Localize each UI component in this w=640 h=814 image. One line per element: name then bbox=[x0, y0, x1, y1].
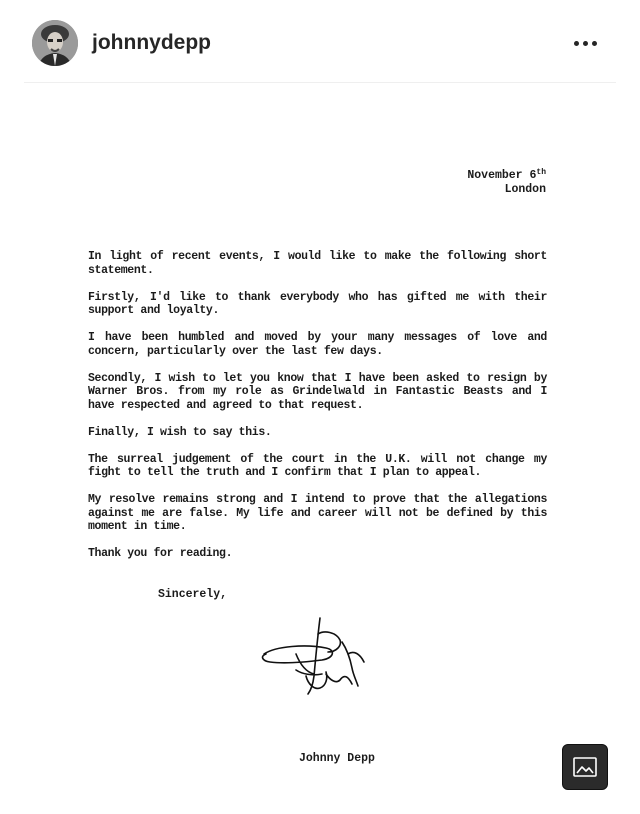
letter-paragraph: Finally, I wish to say this. bbox=[88, 425, 272, 439]
letter-paragraph: In light of recent events, I would like to make the following short statement. bbox=[88, 250, 547, 277]
letter-paragraph: I have been humbled and moved by your many messages of love and concern, particularly over the last few days. bbox=[88, 331, 547, 358]
letter-paragraph: My resolve remains strong and I intend to prove that the allegations against me are false. My life and career will not be defined by this moment in time. bbox=[88, 493, 547, 533]
signature bbox=[256, 614, 380, 700]
letter-date-block bbox=[467, 169, 546, 197]
avatar[interactable] bbox=[32, 20, 78, 66]
signer-name: Johnny Depp bbox=[299, 752, 375, 765]
letter-body bbox=[88, 250, 547, 574]
username-link[interactable]: johnnydepp bbox=[92, 31, 211, 54]
image-icon bbox=[571, 753, 599, 781]
more-horizontal-icon bbox=[574, 41, 579, 46]
post-image-letter bbox=[0, 84, 640, 814]
more-options-button[interactable] bbox=[568, 30, 602, 56]
letter-closing: Sincerely, bbox=[158, 588, 228, 601]
more-horizontal-icon-dot bbox=[592, 41, 597, 46]
letter-paragraph: Secondly, I wish to let you know that I have been asked to resign by Warner Bros. from my role as Grindelwald in Fantastic Beasts and I have respected and agreed to that request. bbox=[88, 371, 547, 412]
avatar-image bbox=[32, 20, 78, 66]
letter-paragraph: The surreal judgement of the court in the U.K. will not change my fight to tell the truth and I confirm that I plan to appeal. bbox=[88, 452, 547, 479]
more-horizontal-icon-dot bbox=[583, 41, 588, 46]
letter-date: November 6th bbox=[467, 168, 546, 182]
view-image-button[interactable] bbox=[562, 744, 608, 790]
letter-place: London bbox=[504, 183, 546, 196]
letter-paragraph: Thank you for reading. bbox=[88, 547, 233, 560]
post-header bbox=[24, 0, 616, 83]
letter-paragraph: Firstly, I'd like to thank everybody who has gifted me with their support and loyalty. bbox=[88, 290, 547, 317]
